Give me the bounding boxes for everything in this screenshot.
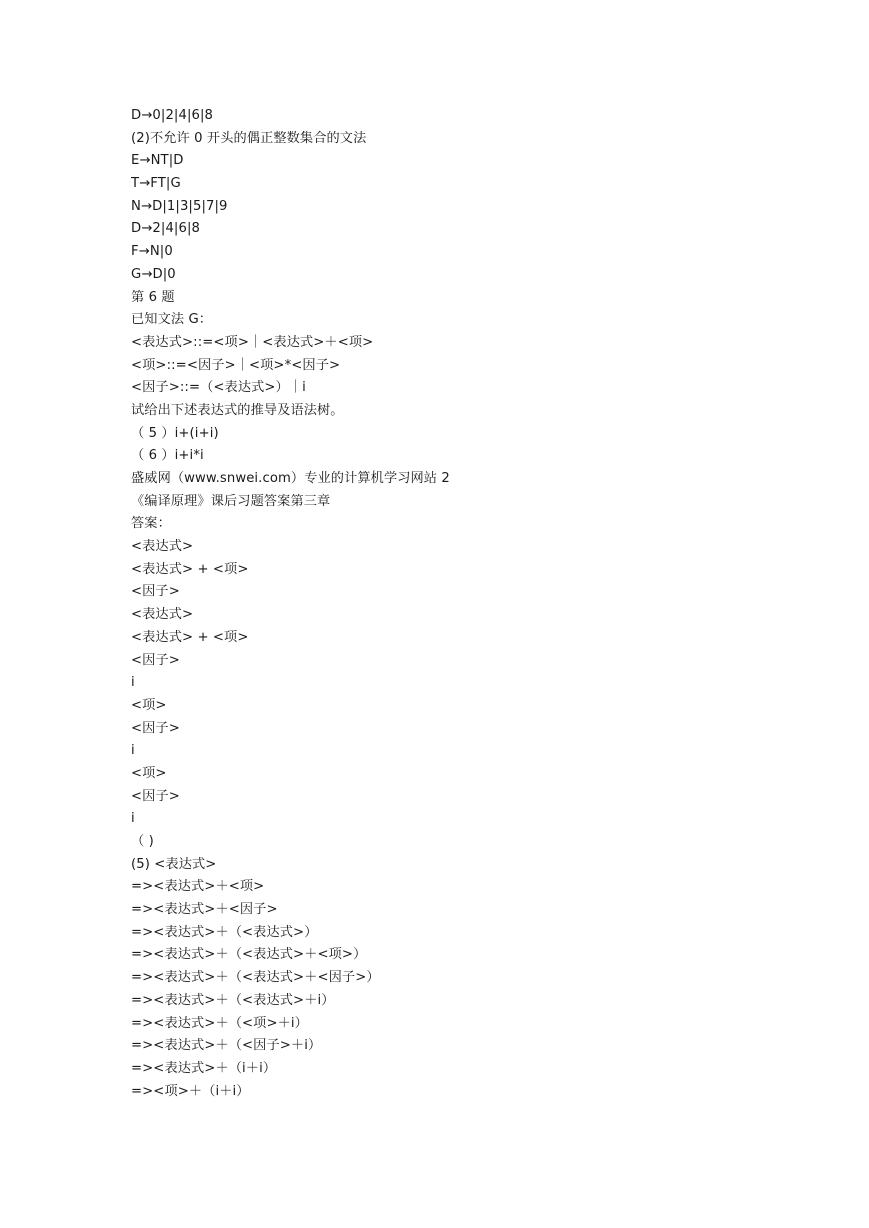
syntax-tree-node-line: <表达式> + <项> (131, 629, 249, 645)
site-footer-line: 盛威网（www.snwei.com）专业的计算机学习网站 2 (131, 471, 450, 486)
derivation-line: =><表达式>＋（<因子>＋i） (131, 1038, 322, 1054)
syntax-tree-node-line: i (131, 675, 135, 691)
question-item-line: （ 6 ）i+i*i (131, 448, 204, 464)
syntax-tree-node-line: <因子> (131, 720, 180, 736)
question-heading-line: 第 6 题 (131, 289, 175, 305)
answer-label-line: 答案： (131, 516, 171, 532)
grammar-rule-line: <表达式>::=<项>｜<表达式>＋<项> (131, 334, 374, 350)
syntax-tree-node-line: <表达式> + <项> (131, 561, 249, 577)
section-heading-line: (2)不允许 0 开头的偶正整数集合的文法 (131, 130, 367, 146)
syntax-tree-node-line: <项> (131, 697, 167, 713)
question-item-line: （ 5 ）i+(i+i) (131, 425, 219, 441)
grammar-rule-line: D→0|2|4|6|8 (131, 108, 214, 123)
derivation-line: =><表达式>＋（<表达式>＋<因子>） (131, 970, 380, 986)
grammar-rule-line: N→D|1|3|5|7|9 (131, 198, 228, 214)
grammar-rule-line: <项>::=<因子>｜<项>*<因子> (131, 357, 341, 373)
question-text-line: 已知文法 G： (131, 312, 213, 328)
syntax-tree-node-line: <项> (131, 765, 167, 781)
syntax-tree-node-line: <因子> (131, 584, 180, 600)
derivation-line: =><表达式>＋<项> (131, 879, 265, 895)
syntax-tree-node-line: <表达式> (131, 539, 194, 555)
question-text-line: 试给出下述表达式的推导及语法树。 (131, 402, 344, 418)
grammar-rule-line: G→D|0 (131, 266, 176, 282)
derivation-line: =><表达式>＋<因子> (131, 902, 278, 918)
syntax-tree-node-line: i (131, 743, 135, 759)
derivation-line: =><表达式>＋（<项>＋i） (131, 1015, 308, 1031)
derivation-line: =><表达式>＋（<表达式>＋i） (131, 992, 335, 1008)
derivation-line: =><表达式>＋（<表达式>＋<项>） (131, 947, 367, 963)
chapter-title-line: 《编译原理》课后习题答案第三章 (131, 493, 331, 509)
grammar-rule-line: T→FT|G (131, 176, 181, 192)
syntax-tree-node-line: （ ) (131, 834, 154, 849)
syntax-tree-node-line: <表达式> (131, 607, 194, 623)
grammar-rule-line: D→2|4|6|8 (131, 221, 200, 237)
derivation-line: =><表达式>＋（<表达式>） (131, 924, 318, 940)
syntax-tree-node-line: i (131, 811, 135, 827)
syntax-tree-node-line: <因子> (131, 788, 180, 804)
derivation-line: =><项>＋（i＋i） (131, 1083, 250, 1099)
derivation-line: =><表达式>＋（i＋i） (131, 1060, 277, 1076)
grammar-rule-line: <因子>::=（<表达式>）｜i (131, 380, 306, 396)
grammar-rule-line: E→NT|D (131, 153, 184, 169)
document-body (131, 105, 831, 1103)
syntax-tree-node-line: <因子> (131, 652, 180, 668)
derivation-line: (5) <表达式> (131, 856, 217, 872)
grammar-rule-line: F→N|0 (131, 244, 173, 260)
